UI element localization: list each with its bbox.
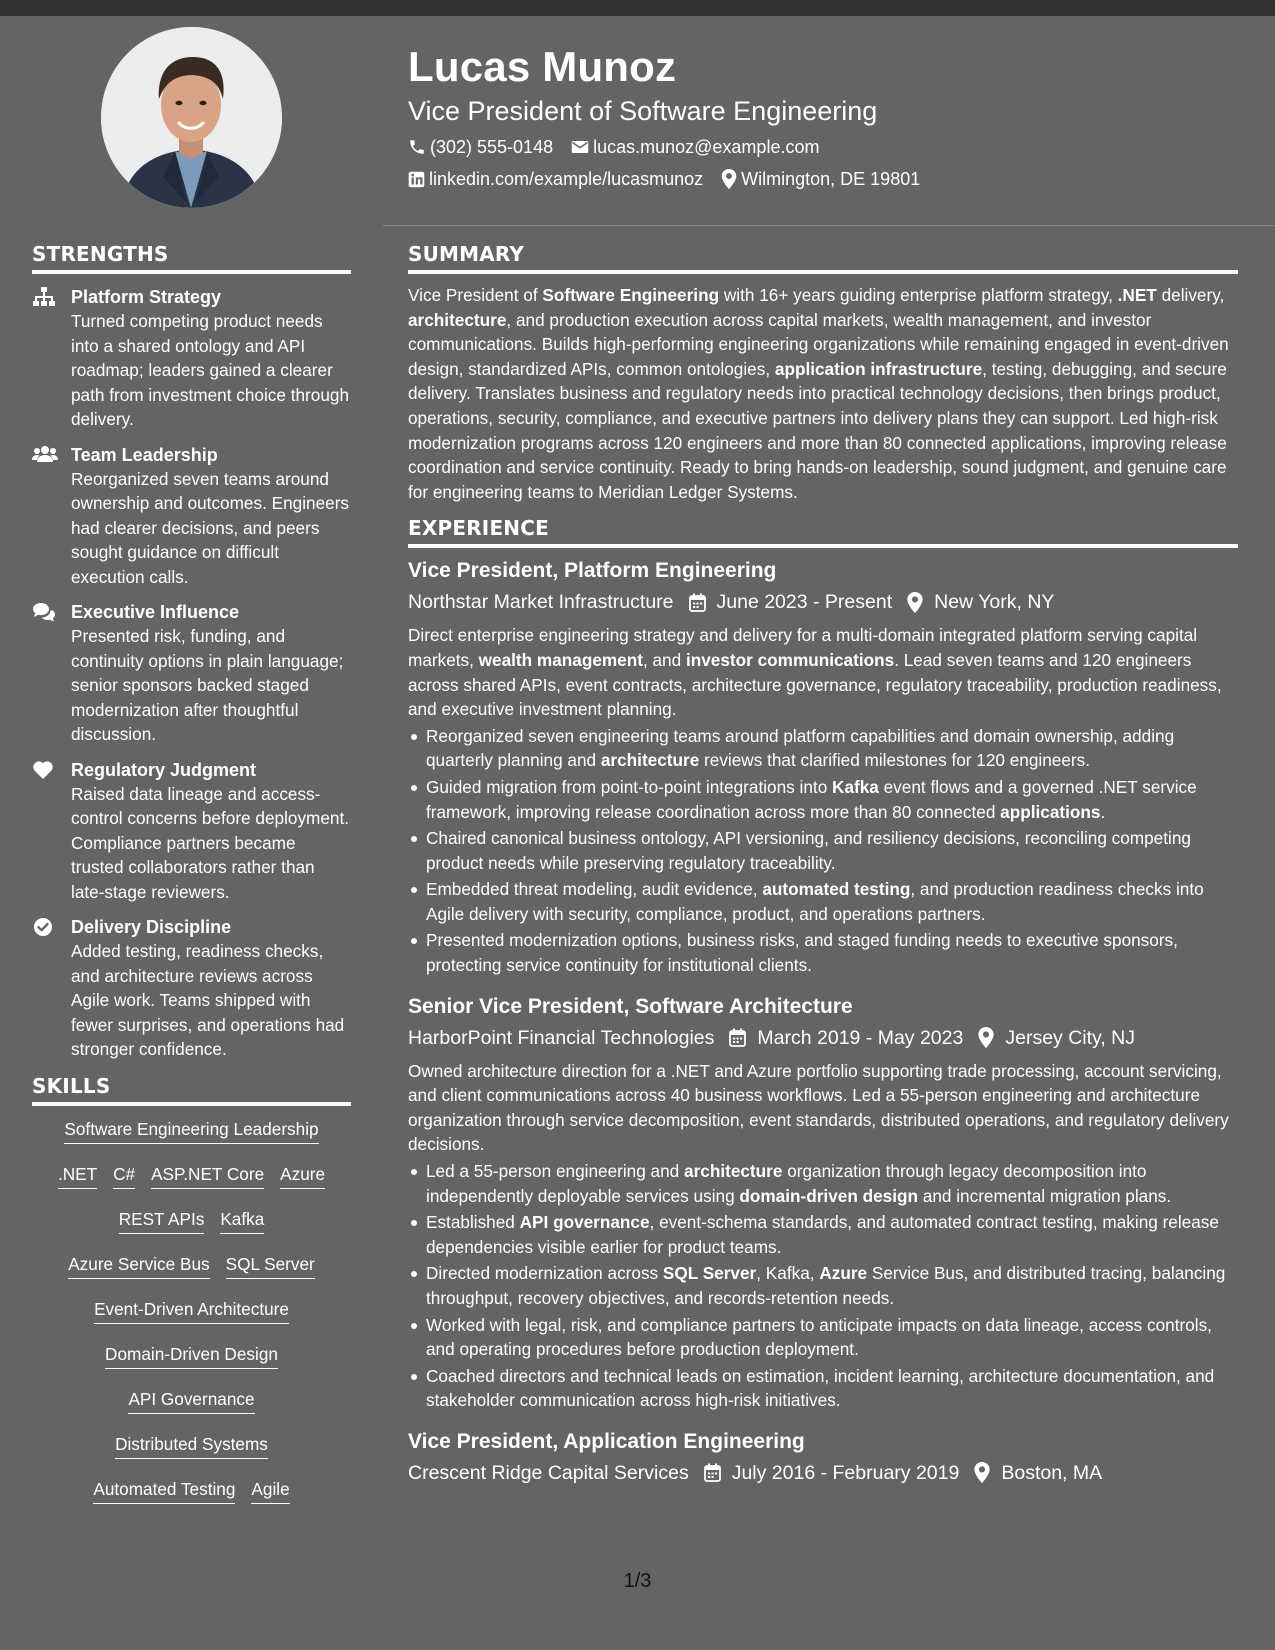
check-circle-icon [32,917,56,937]
linkedin-icon [408,171,425,188]
skill-tag: Automated Testing [93,1478,235,1504]
skill-tag: Event-Driven Architecture [94,1298,289,1324]
job-location: Jersey City, NJ [1005,1026,1136,1049]
bullet-item [426,1261,1238,1310]
phone-text: (302) 555-0148 [430,137,554,157]
text-run: Coached directors and technical leads on estimation, incident learning, architecture documentation, and stakeholder communication across high-risk initiatives. [426,1365,1215,1411]
strength-title: Team Leadership [71,444,218,465]
skill-tag: SQL Server [226,1253,315,1279]
skill-tag: Domain-Driven Design [105,1343,278,1369]
bullet-item [426,877,1238,926]
bold-text: architecture [684,1161,783,1182]
email-text[interactable]: lucas.munoz@example.com [593,137,820,157]
email-contact[interactable] [571,134,819,160]
job-meta [408,587,1238,617]
phone-icon [408,138,426,156]
skill-tag: Software Engineering Leadership [64,1118,318,1144]
skill-row [32,1478,351,1523]
job-entry [408,992,1238,1413]
skill-tag: REST APIs [119,1208,205,1234]
skill-tag: .NET [58,1163,97,1189]
text-run: Presented modernization options, business risks, and staged funding needs to executive sponsors, protecting service continuity for institutional clients. [426,930,1178,976]
calendar-icon [689,593,706,612]
strengths-heading: STRENGTHS [32,242,351,274]
job-dates: March 2019 - May 2023 [757,1026,964,1049]
bold-text: API governance [519,1212,650,1233]
job-entry [408,556,1238,977]
linkedin-contact[interactable] [408,166,703,192]
profile-photo [101,27,282,208]
map-pin-icon [974,1462,990,1483]
skills-list [32,1118,351,1523]
skill-row [32,1163,351,1208]
job-location: New York, NY [934,591,1055,614]
skill-tag: Distributed Systems [115,1433,268,1459]
strength-description: Added testing, readiness checks, and architecture reviews across Agile work. Teams shipped with fewer surprises, and operations had stronger confidence. [71,941,345,1059]
company-name: Crescent Ridge Capital Services [408,1461,689,1484]
map-pin-icon [721,169,737,189]
contact-row-2 [408,166,1238,192]
candidate-name: Lucas Munoz [408,43,677,90]
skill-tag: Kafka [220,1208,264,1234]
text-run: event flows and a governed .NET service framework, improving release coordination across more than 80 connected [426,776,1197,822]
contact-row-1 [408,134,1238,160]
text-run: Embedded threat modeling, audit evidence, [426,879,763,900]
skills-heading: SKILLS [32,1074,351,1106]
text-run: Established [426,1212,520,1233]
job-title: Vice President, Platform Engineering [408,559,777,583]
linkedin-text[interactable]: linkedin.com/example/lucasmunoz [429,169,704,189]
skill-tag: API Governance [128,1388,254,1414]
text-run: and incremental migration plans. [918,1185,1172,1206]
bold-text: domain-driven design [739,1185,918,1206]
bold-text: application infrastructure [774,358,983,379]
text-run: organization through legacy decomposition into independently deployable services using [426,1161,1147,1206]
strengths-list [32,286,351,1062]
strength-title: Executive Influence [71,602,240,622]
skill-row [32,1388,351,1433]
strength-description: Raised data lineage and access-control concerns before deployment. Compliance partners became trusted collaborators rather than late-stage reviewers. [71,783,350,902]
strength-item [32,286,351,432]
bullet-item [426,1313,1238,1362]
resume-page [0,16,1275,1650]
bold-text: wealth management [478,649,643,670]
text-run: Guided migration from point-to-point integrations into [426,776,833,797]
text-run: Vice President of [408,285,543,305]
text-run: , and production readiness checks into Agile delivery with security, compliance, product, and operations partners. [426,879,1204,924]
right-column [408,242,1238,1488]
skill-row [32,1298,351,1343]
skill-tag: Azure Service Bus [68,1253,209,1279]
envelope-icon [571,139,589,155]
job-description [408,1059,1238,1157]
calendar-icon [729,1028,746,1047]
text-run: , and [642,649,686,670]
text-run: , testing, debugging, and secure delivery. Translates business and regulatory needs into practical technology decisions, then brings product, operations, security, compliance, and executive partners into delivery plans they can support. Led high-risk modernization programs across 120 engineers and more than 80 connected applications, improving release coordination and service continuity. Ready to bring hands-on leadership, sound judgment, and genuine care for engineering teams to Meridian Ledger Systems. [408,358,1227,502]
skill-tag: Azure [280,1163,325,1189]
job-location: Boston, MA [1001,1461,1103,1484]
job-title: Vice President, Application Engineering [408,1429,805,1453]
left-column [32,242,351,1523]
bold-text: investor communications [685,649,895,670]
strength-description: Presented risk, funding, and continuity options in plain language; senior sponsors backed staged modernization after thoughtful discussion. [71,626,344,744]
skill-tag: Agile [251,1478,289,1504]
text-run: delivery, [1156,285,1225,305]
text-run: , Kafka, [756,1263,820,1284]
bold-text: Azure [819,1263,868,1284]
company-name: Northstar Market Infrastructure [408,591,674,614]
experience-list [408,556,1238,1488]
experience-heading: EXPERIENCE [408,516,1238,548]
bold-text: applications [1000,801,1101,822]
job-bullets [408,1159,1238,1413]
bold-text: automated testing [762,879,911,900]
bullet-item [426,1159,1238,1208]
strength-description: Reorganized seven teams around ownership and outcomes. Engineers had clearer decisions, and peers sought guidance on difficult execution calls. [71,468,350,587]
header-divider [383,225,1275,226]
summary-heading: SUMMARY [408,242,1238,274]
bold-text: architecture [600,750,700,771]
bullet-item [426,826,1238,875]
bold-text: .NET [1117,285,1157,305]
skill-row [32,1343,351,1388]
text-run: with 16+ years guiding enterprise platform strategy, [719,285,1118,305]
strength-title: Regulatory Judgment [71,759,257,780]
company-name: HarborPoint Financial Technologies [408,1026,715,1049]
strength-item [32,916,351,1062]
text-run: Directed modernization across [426,1263,663,1284]
skill-row [32,1433,351,1478]
location-text: Wilmington, DE 19801 [741,169,921,189]
skill-row [32,1253,351,1298]
bold-text: SQL Server [662,1263,757,1284]
text-run: Worked with legal, risk, and compliance partners to anticipate impacts on data lineage, access controls, and operating procedures before production deployment. [426,1314,1212,1360]
text-run: . Lead seven teams and 120 engineers across shared APIs, event contracts, architecture governance, regulatory traceability, production readiness, and executive investment planning. [408,649,1222,720]
job-dates: June 2023 - Present [716,591,893,614]
strength-description: Turned competing product needs into a shared ontology and API roadmap; leaders gained a clearer path from investment choice through delivery. [71,311,350,429]
bold-text: architecture [408,309,507,330]
bold-text: Kafka [832,776,879,797]
map-pin-icon [978,1027,994,1048]
strength-title: Platform Strategy [71,287,222,307]
page-number: 1/3 [623,1570,652,1592]
bullet-item [426,1364,1238,1413]
text-run: Chaired canonical business ontology, API versioning, and resiliency decisions, reconciling competing product needs while preserving regulatory traceability. [426,828,1191,873]
job-dates: July 2016 - February 2019 [731,1461,960,1484]
text-run: , and production execution across capital markets, wealth management, and investor communications. Builds high-performing engineering organizations while remaining engaged in event-driven design, standardized APIs, common ontologies, [408,309,1229,379]
job-meta [408,1023,1238,1053]
job-entry [408,1427,1238,1488]
skill-tag: ASP.NET Core [151,1163,264,1189]
summary-text [408,283,1238,504]
calendar-icon [704,1463,721,1482]
phone-contact [408,134,553,160]
text-run: Direct enterprise engineering strategy and delivery for a multi-domain integrated platform serving capital markets, [408,625,1198,670]
job-title: Senior Vice President, Software Architecture [408,994,853,1018]
strength-title: Delivery Discipline [71,917,232,937]
location-contact [721,166,920,192]
strength-item [32,444,351,590]
job-meta [408,1458,1238,1488]
portrait-image [101,27,282,208]
text-run: . [1100,801,1106,822]
bullet-item [426,775,1238,824]
text-run: , event-schema standards, and automated contract testing, making release dependencies visible earlier for product teams. [426,1212,1219,1257]
top-bar [0,0,1275,16]
heart-icon [32,760,56,780]
text-run: Reorganized seven engineering teams around platform capabilities and domain ownership, adding quarterly planning and [426,725,1175,771]
text-run: Owned architecture direction for a .NET and Azure portfolio supporting trade processing, account servicing, and client communications across 40 business workflows. Led a 55-person engineering and architecture organization through service decomposition, event standards, distributed operations, and regulatory delivery decisions. [408,1060,1229,1155]
skill-row [32,1118,351,1163]
strength-item [32,601,351,747]
skill-row [32,1208,351,1253]
skill-tag: C# [113,1163,135,1189]
text-run: Service Bus, and distributed tracing, balancing throughput, recovery objectives, and records-retention needs. [426,1263,1226,1308]
comments-icon [32,602,56,622]
bullet-item [426,1210,1238,1259]
text-run: Led a 55-person engineering and [426,1161,685,1182]
job-description [408,623,1238,721]
bold-text: Software Engineering [542,285,720,305]
text-run: reviews that clarified milestones for 120 engineers. [699,750,1091,771]
candidate-title: Vice President of Software Engineering [408,96,878,126]
bullet-item [426,724,1238,773]
bullet-item [426,928,1238,977]
users-icon [32,445,56,465]
job-bullets [408,724,1238,978]
map-pin-icon [907,592,923,613]
resume-header [408,42,1238,192]
strength-item [32,759,351,905]
sitemap-icon [32,287,56,307]
